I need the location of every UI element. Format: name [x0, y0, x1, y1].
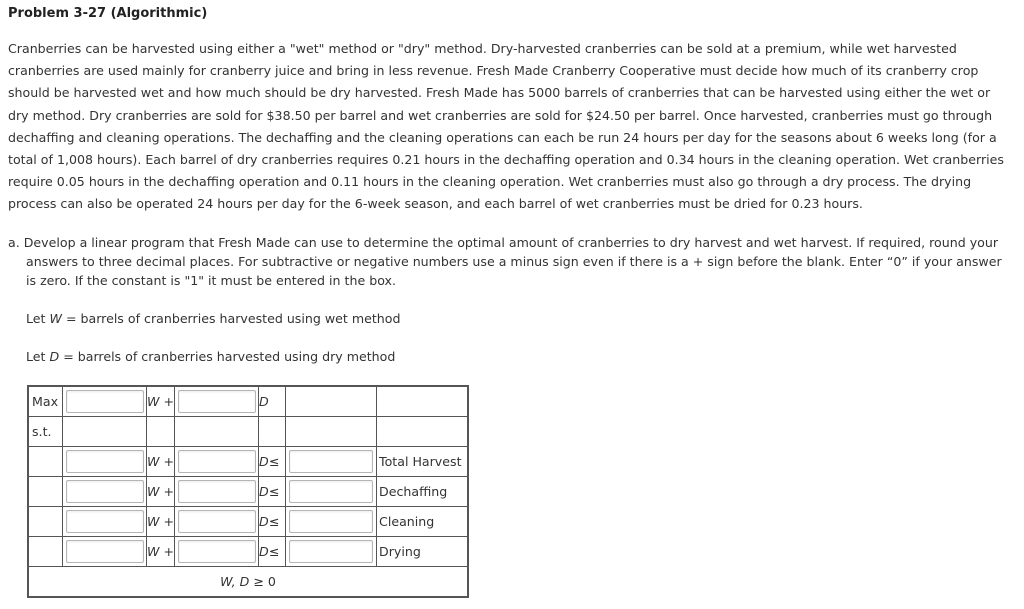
cleaning-rhs-input[interactable] — [289, 510, 373, 533]
dechaffing-w-input[interactable] — [66, 480, 144, 503]
description-line: cranberries are used mainly for cranberry juice and bring in less revenue. Fresh Made Cranberry Cooperative must decide how much of its cranberry crop — [8, 63, 979, 79]
total-harvest-rhs-input[interactable] — [289, 450, 373, 473]
nonnegativity-constraint: W, D ≥ 0 — [28, 567, 468, 598]
drying-rhs-input[interactable] — [289, 540, 373, 563]
let-prefix: Let — [26, 311, 50, 326]
cleaning-d-input[interactable] — [178, 510, 256, 533]
description-line: Cranberries can be harvested using either a "wet" method or "dry" method. Dry-harvested cranberries can be sold at a premium, while wet harvested — [8, 41, 957, 56]
var-d-leq: D≤ — [259, 537, 286, 567]
constraint-row-drying — [28, 537, 468, 567]
description-line: should be harvested wet and how much should be dry harvested. Fresh Made has 5000 barrels of cranberries that can be harvested using either the wet or — [8, 85, 991, 101]
total-harvest-d-input[interactable] — [178, 450, 256, 473]
drying-d-input[interactable] — [178, 540, 256, 563]
let-prefix: Let — [26, 349, 50, 364]
constraint-row-dechaffing — [28, 477, 468, 507]
var-d: D — [259, 386, 286, 417]
var-d-leq: D≤ — [259, 507, 286, 537]
st-row — [28, 417, 468, 447]
variable-d: D — [49, 349, 60, 364]
total-harvest-w-input[interactable] — [66, 450, 144, 473]
part-a-instructions — [8, 233, 1022, 290]
let-d-definition — [26, 349, 395, 364]
constraint-name: Drying — [377, 537, 469, 567]
var-w-plus: W + — [147, 447, 175, 477]
problem-title: Problem 3-27 (Algorithmic) — [8, 6, 208, 21]
var-d-leq: D≤ — [259, 447, 286, 477]
description-line: dry method. Dry cranberries are sold for $38.50 per barrel and wet cranberries are sold for $24.50 per barrel. Once harvested, cranberries must go through — [8, 107, 993, 123]
var-w-plus: W + — [147, 386, 175, 417]
constraint-name: Dechaffing — [377, 477, 469, 507]
let-w-text: = barrels of cranberries harvested using wet method — [61, 311, 401, 326]
var-w-plus: W + — [147, 507, 175, 537]
nonnegativity-row — [28, 567, 468, 598]
description-line: dechaffing and cleaning operations. The dechaffing and the cleaning operations can each be run 24 hours per day for the seasons about 6 weeks long (for a — [8, 129, 997, 145]
max-label: Max — [28, 386, 63, 417]
var-w-plus: W + — [147, 537, 175, 567]
objective-d-coefficient-input[interactable] — [178, 390, 256, 413]
constraint-name: Cleaning — [377, 507, 469, 537]
st-label: s.t. — [28, 417, 63, 447]
cleaning-w-input[interactable] — [66, 510, 144, 533]
let-w-definition — [26, 311, 400, 326]
constraint-row-total-harvest — [28, 447, 468, 477]
constraint-row-cleaning — [28, 507, 468, 537]
problem-description — [8, 38, 1024, 216]
part-a-line: a. Develop a linear program that Fresh Made can use to determine the optimal amount of cranberries to dry harvest and wet harvest. If required, round your — [8, 235, 999, 250]
description-line: total of 1,008 hours). Each barrel of dry cranberries requires 0.21 hours in the dechaffing operation and 0.34 hours in the cleaning operation. Wet cranberries — [8, 151, 1004, 167]
objective-row — [28, 386, 468, 417]
dechaffing-d-input[interactable] — [178, 480, 256, 503]
part-a-line: answers to three decimal places. For subtractive or negative numbers use a minus sign even if there is a + sign before the blank. Enter “0” if your answer — [26, 254, 1002, 269]
description-line: process can also be operated 24 hours per day for the 6-week season, and each barrel of wet cranberries must be dried for 0.23 hours. — [8, 196, 863, 212]
description-line: require 0.05 hours in the dechaffing operation and 0.11 hours in the cleaning operation. Wet cranberries must also go through a dry process. The drying — [8, 174, 972, 190]
variable-w: W — [49, 311, 62, 326]
part-a-line: is zero. If the constant is "1" it must be entered in the box. — [26, 273, 396, 288]
objective-w-coefficient-input[interactable] — [66, 390, 144, 413]
constraint-name: Total Harvest — [377, 447, 469, 477]
var-d-leq: D≤ — [259, 477, 286, 507]
drying-w-input[interactable] — [66, 540, 144, 563]
let-d-text: = barrels of cranberries harvested using dry method — [59, 349, 396, 364]
var-w-plus: W + — [147, 477, 175, 507]
lp-formulation-table — [27, 385, 469, 598]
dechaffing-rhs-input[interactable] — [289, 480, 373, 503]
